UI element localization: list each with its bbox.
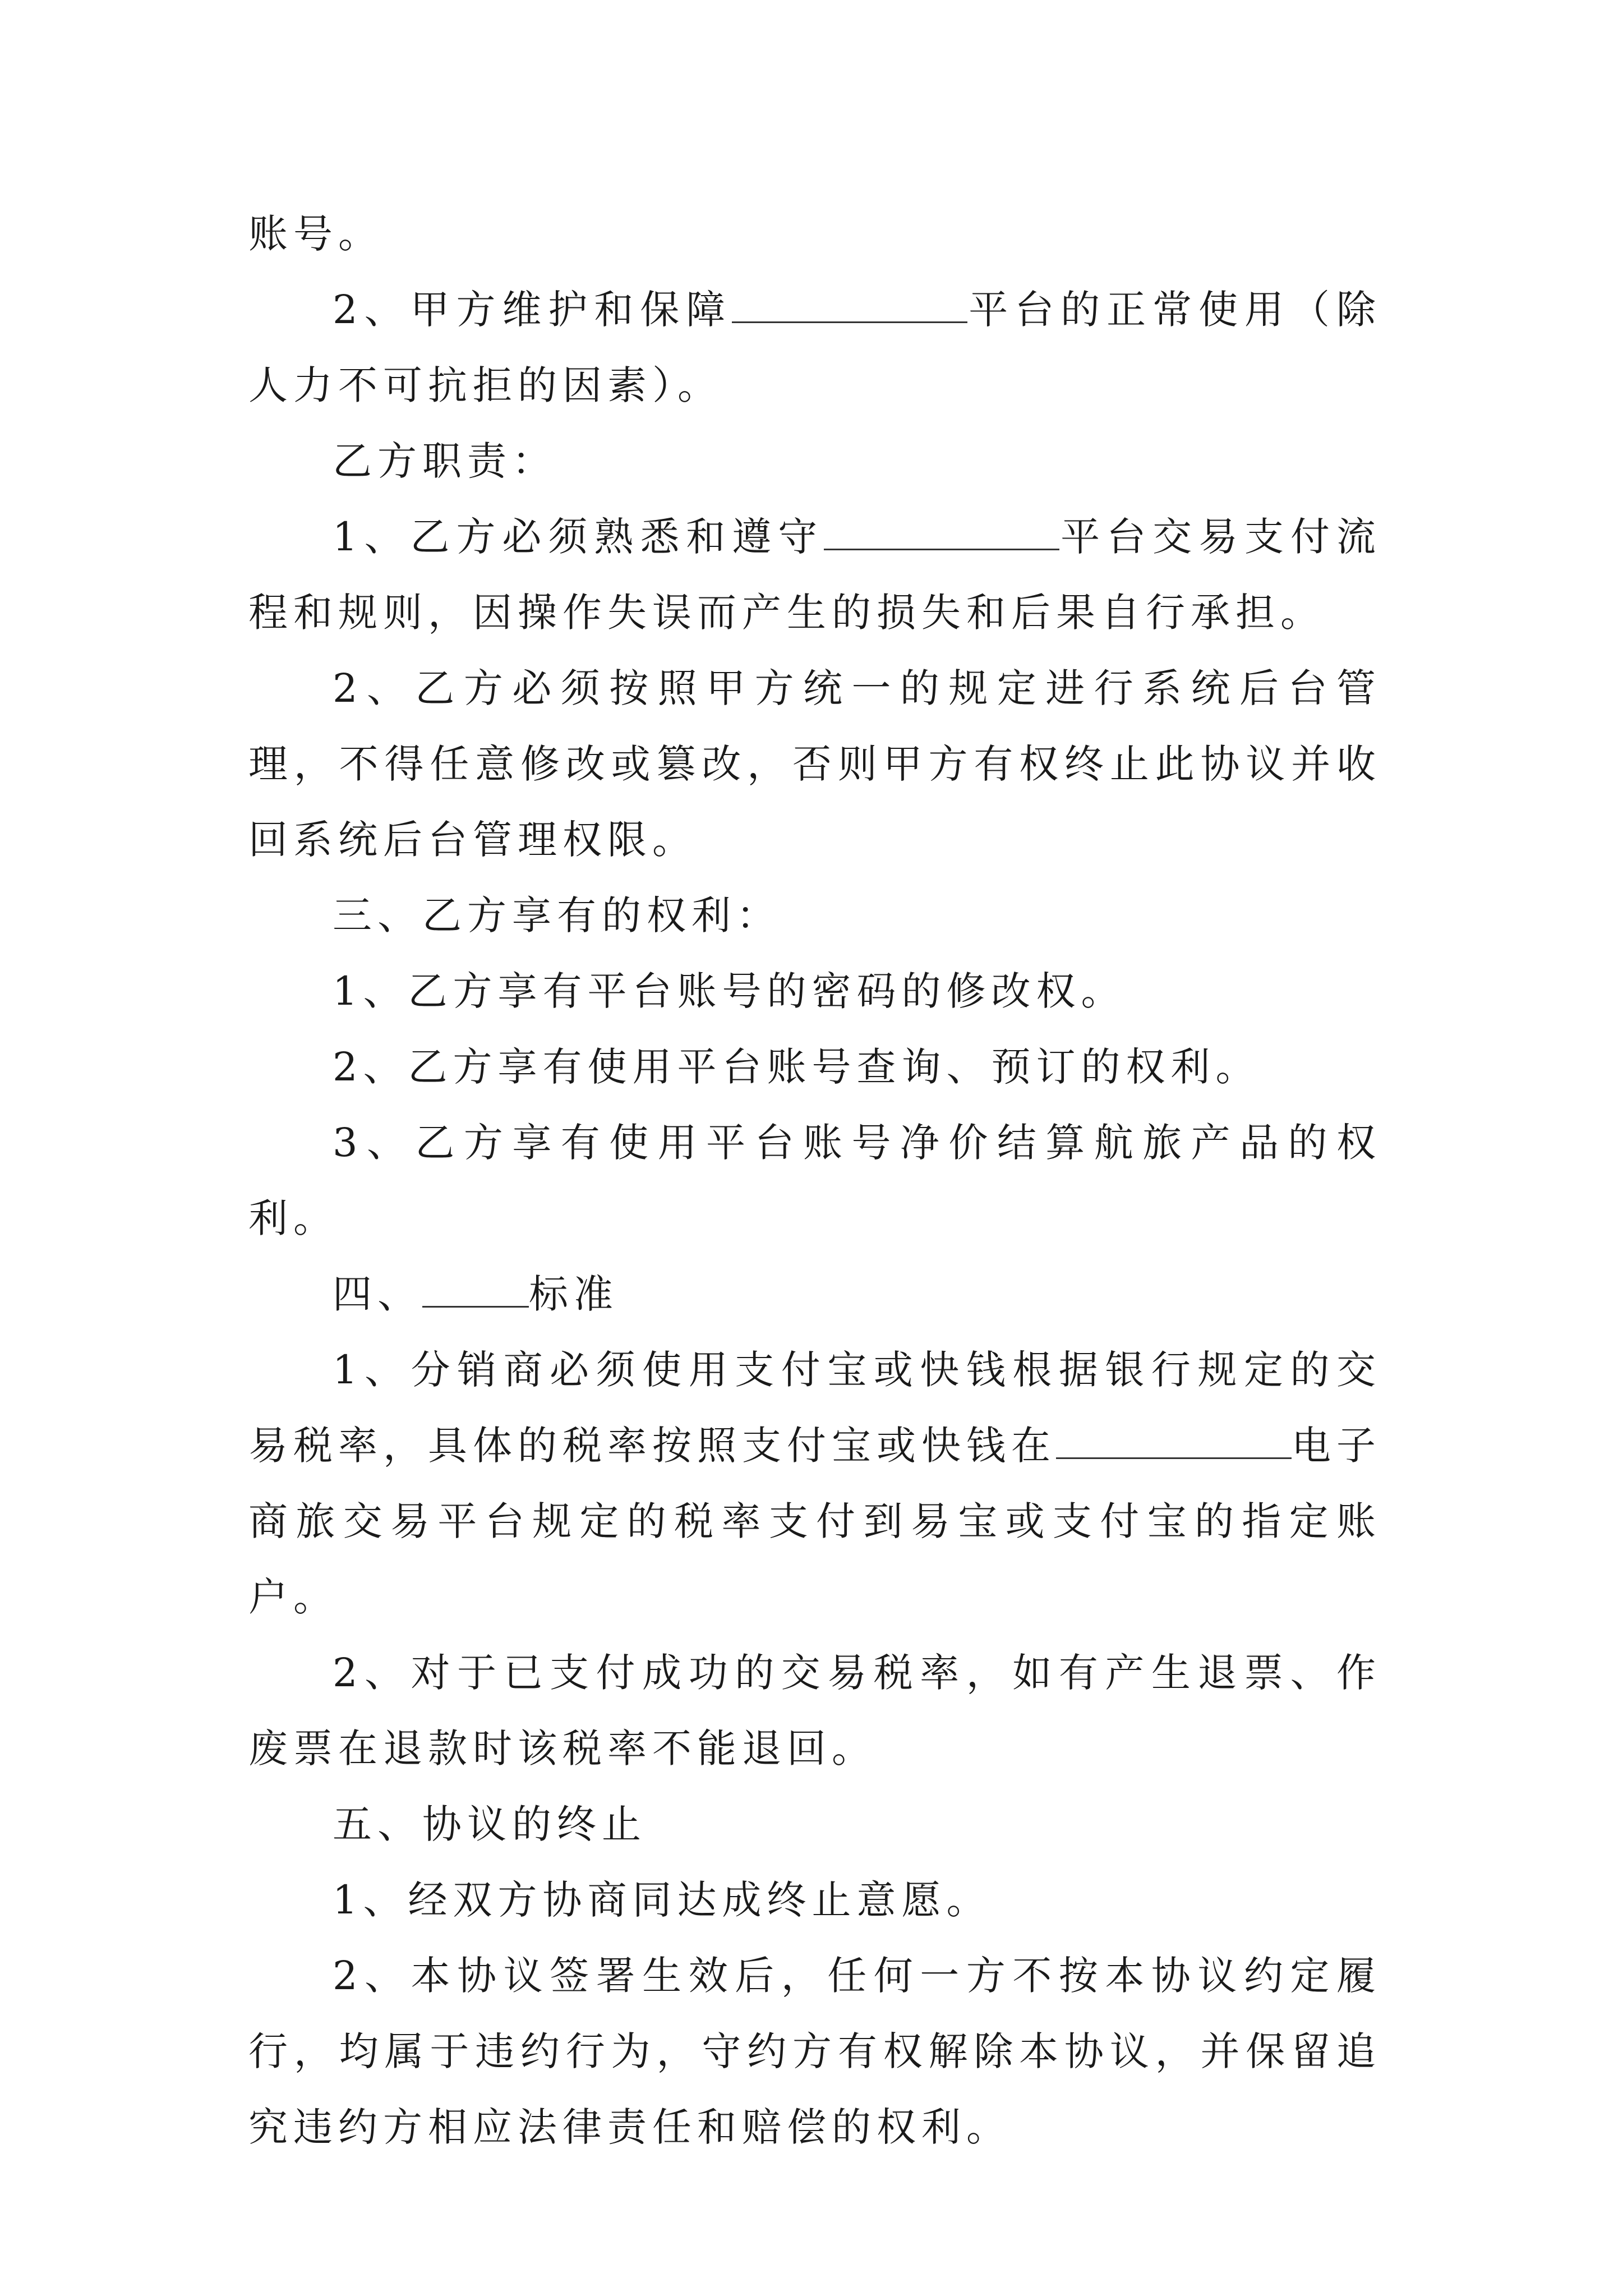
heading-section-five-termination xyxy=(248,1787,1381,1862)
heading-section-four-standard xyxy=(248,1257,1381,1332)
paragraph-party-a-maintain-platform xyxy=(248,272,1381,424)
paragraph-tax-rate-payment xyxy=(248,1332,1381,1635)
paragraph-text: 2、乙方必须按照甲方统一的规定进行系统后台管理，不得任意修改或篡改，否则甲方有权终止此协议并收回系统后台管理权限。 xyxy=(248,665,1381,863)
paragraph-text: 账号。 xyxy=(248,211,383,257)
paragraph-party-b-backend-management xyxy=(248,651,1381,878)
paragraph-text: 电子商旅交易平台规定的税率支付到易宝或支付宝的指定账户。 xyxy=(248,1423,1381,1620)
paragraph-text: 平台交易支付流程和规则，因操作失误而产生的损失和后果自行承担。 xyxy=(248,514,1381,636)
fill-in-blank xyxy=(824,509,1059,550)
heading-text: 三、乙方享有的权利： xyxy=(333,892,781,938)
paragraph-text: 2、本协议签署生效后，任何一方不按本协议约定履行，均属于违约行为，守约方有权解除本协议，并保留追究违约方相应法律责任和赔偿的权利。 xyxy=(248,1953,1381,2150)
paragraph-text: 2、乙方享有使用平台账号查询、预订的权利。 xyxy=(333,1044,1261,1090)
list-item-termination-1 xyxy=(248,1862,1381,1938)
paragraph-text: 1、乙方必须熟悉和遵守 xyxy=(333,514,824,560)
heading-text: 五、协议的终止 xyxy=(333,1801,647,1847)
list-item-right-2 xyxy=(248,1029,1381,1105)
heading-text: 四、 xyxy=(333,1271,422,1317)
list-item-termination-2 xyxy=(248,1938,1381,2165)
paragraph-text: 2、对于已支付成功的交易税率，如有产生退票、作废票在退款时该税率不能退回。 xyxy=(248,1650,1381,1772)
paragraph-tax-rate-nonrefundable xyxy=(248,1635,1381,1787)
paragraph-party-b-follow-rules xyxy=(248,499,1381,651)
paragraph-text: 1、乙方享有平台账号的密码的修改权。 xyxy=(333,968,1126,1014)
fill-in-blank xyxy=(1056,1418,1292,1459)
paragraph-text: 1、分销商必须使用支付宝或快钱根据银行规定的交易税率，具体的税率按照支付宝或快钱在 xyxy=(248,1347,1381,1469)
paragraph-text: 平台的正常使用（除人力不可抗拒的因素）。 xyxy=(248,287,1381,408)
paragraph-text: 2、甲方维护和保障 xyxy=(333,287,732,333)
heading-party-b-duties xyxy=(248,424,1381,499)
paragraph-text: 1、经双方协商同达成终止意愿。 xyxy=(333,1877,992,1923)
fill-in-blank xyxy=(422,1267,529,1308)
fill-in-blank xyxy=(732,282,967,323)
heading-section-three-rights xyxy=(248,878,1381,954)
list-item-right-1 xyxy=(248,954,1381,1029)
heading-text: 标准 xyxy=(529,1271,619,1317)
paragraph-text: 3、乙方享有使用平台账号净价结算航旅产品的权利。 xyxy=(248,1120,1381,1241)
list-item-right-3 xyxy=(248,1105,1381,1257)
heading-text: 乙方职责： xyxy=(333,438,557,484)
paragraph-account-continued xyxy=(248,196,1381,272)
document-body xyxy=(248,196,1381,2165)
